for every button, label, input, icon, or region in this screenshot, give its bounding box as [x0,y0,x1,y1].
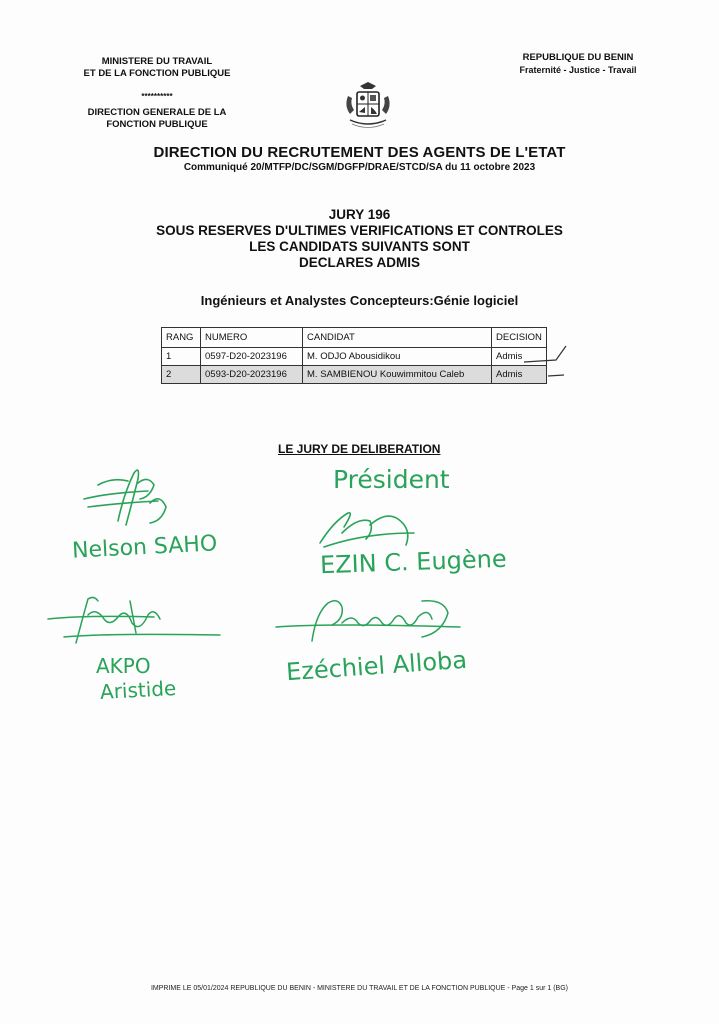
announcement-block [0,207,719,271]
cell-rang: 2 [162,366,201,384]
header-numero: NUMERO [201,328,303,348]
page-title: DIRECTION DU RECRUTEMENT DES AGENTS DE L'ETAT [153,144,566,161]
table-row [162,348,547,366]
print-footer: IMPRIME LE 05/01/2024 REPUBLIQUE DU BENIN - MINISTERE DU TRAVAIL ET DE LA FONCTION PUBLIQUE - Page 1 sur 1 (BG) [150,985,568,992]
republic-name: REPUBLIQUE DU BENIN [522,52,634,63]
results-table [161,327,547,384]
signatory-name-saho: Nelson SAHO [71,531,218,564]
president-label: Président [333,465,450,494]
communique-reference: Communiqué 20/MTFP/DC/SGM/DGFP/DRAE/STCD/SA du 11 octobre 2023 [183,162,536,173]
signatory-name-alloba: Ezéchiel Alloba [285,645,468,687]
signatory-name-akpo-line2: Aristide [99,676,177,704]
coat-of-arms-emblem [338,80,398,136]
signature-akpo [44,593,224,653]
announcement-line-4: DECLARES ADMIS [298,255,420,270]
table-row [162,366,547,384]
signatory-name-ezin: EZIN C. Eugène [319,544,508,580]
announcement-line-2: SOUS RESERVES D'ULTIMES VERIFICATIONS ET CONTROLES [156,223,563,238]
republic-motto: Fraternité - Justice - Travail [519,65,637,75]
check-mark-icon [520,340,570,382]
table-header-row [162,328,547,348]
signature-alloba [272,593,472,653]
ministry-header [62,56,252,131]
cell-candidat: M. ODJO Abousidikou [303,348,492,366]
direction-line-1: DIRECTION GENERALE DE LA [87,107,227,118]
cell-decision: Admis [492,348,547,366]
cell-numero: 0597-D20-2023196 [201,348,303,366]
signature-saho [78,463,178,533]
republic-header [488,52,668,76]
ministry-line-2: ET DE LA FONCTION PUBLIQUE [83,68,231,79]
section-title: Ingénieurs et Analystes Concepteurs:Génie logiciel [200,293,519,308]
cell-candidat: M. SAMBIENOU Kouwimmitou Caleb [303,366,492,384]
header-separator: ********** [141,92,173,101]
header-decision: DECISION [492,328,547,348]
header-candidat: CANDIDAT [303,328,492,348]
signatory-name-akpo-line1: AKPO [96,654,151,678]
cell-rang: 1 [162,348,201,366]
jury-number: JURY 196 [328,207,391,222]
cell-decision: Admis [492,366,547,384]
header-rang: RANG [162,328,201,348]
announcement-line-3: LES CANDIDATS SUIVANTS SONT [249,239,470,254]
cell-numero: 0593-D20-2023196 [201,366,303,384]
ministry-line-1: MINISTERE DU TRAVAIL [101,56,213,67]
direction-line-2: FONCTION PUBLIQUE [106,119,208,130]
jury-section-title: LE JURY DE DELIBERATION [278,442,441,456]
